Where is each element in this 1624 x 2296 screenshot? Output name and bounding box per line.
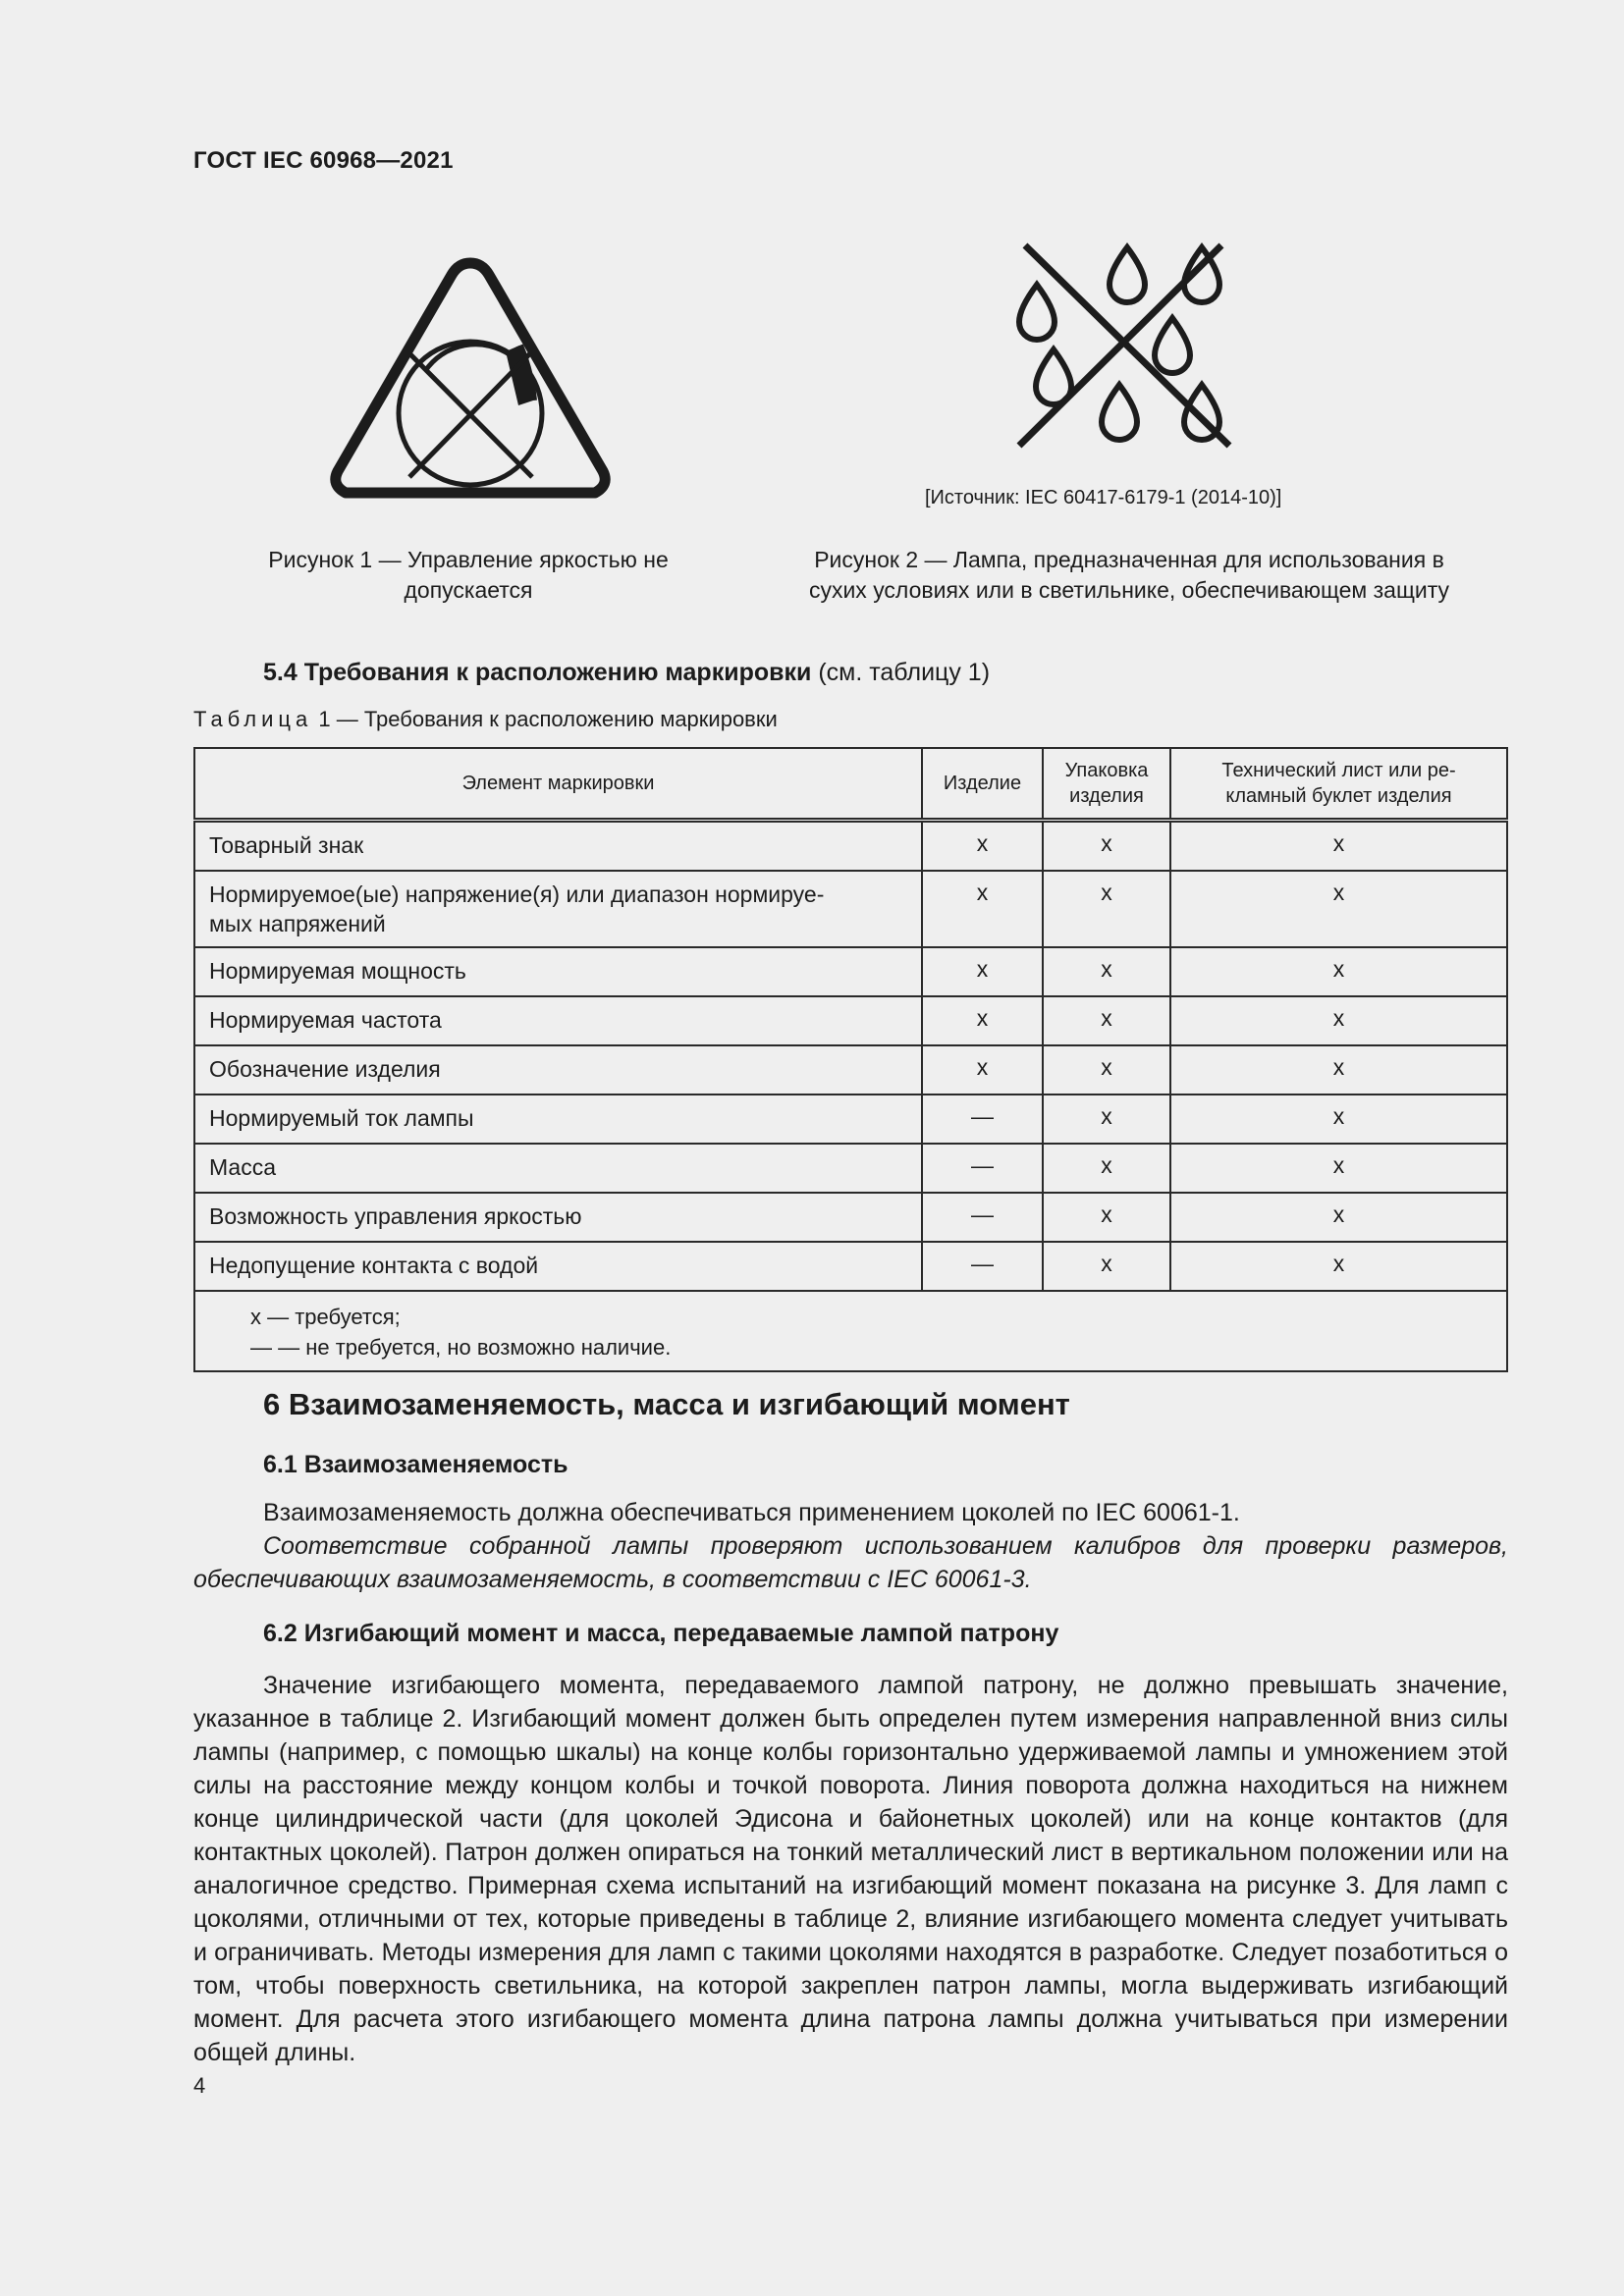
figure2-caption-line1: Рисунок 2 — Лампа, предназначенная для использования в: [814, 547, 1444, 572]
table-row: [194, 821, 1507, 872]
row-element: Обозначение изделия: [194, 1045, 922, 1095]
table-row: [194, 996, 1507, 1045]
row-sheet: x: [1170, 947, 1507, 996]
section-6-heading: 6 Взаимозаменяемость, масса и изгибающий момент: [263, 1387, 1070, 1421]
row-package: x: [1043, 1242, 1170, 1291]
row-sheet: x: [1170, 1193, 1507, 1242]
row-product: x: [922, 947, 1043, 996]
row-element-line2: мых напряжений: [209, 911, 386, 936]
marking-requirements-table: [193, 747, 1508, 1372]
section-5-4-heading: [263, 659, 990, 687]
table-row: [194, 1144, 1507, 1193]
document-header: ГОСТ IEC 60968—2021: [193, 147, 454, 174]
row-product: —: [922, 1095, 1043, 1144]
header-product: Изделие: [922, 748, 1043, 821]
row-package: x: [1043, 1144, 1170, 1193]
row-element: Нормируемый ток лампы: [194, 1095, 922, 1144]
row-package: x: [1043, 947, 1170, 996]
row-element-line1: Нормируемое(ые) напряжение(я) или диапазон нормируе-: [209, 881, 825, 907]
table-row: [194, 1242, 1507, 1291]
table-legend: [194, 1291, 1507, 1371]
section-6-1-paragraph: Взаимозаменяемость должна обеспечиваться применением цоколей по IEC 60061-1.: [263, 1499, 1240, 1526]
section-5-4-title-ref: (см. таблицу 1): [811, 659, 991, 686]
figure2-caption: [756, 545, 1502, 606]
row-package: x: [1043, 1193, 1170, 1242]
table1-caption: [193, 707, 778, 732]
no-water-drops-icon: [1009, 238, 1237, 455]
header-sheet-line2: кламный буклет изделия: [1225, 785, 1452, 807]
row-package: x: [1043, 1095, 1170, 1144]
section-6-1-test-paragraph: Соответствие собранной лампы проверяют использованием калибров для проверки размеров, обеспечивающих взаимозаменяемость, в соответствии с IEC 60061-3.: [193, 1532, 1508, 1593]
row-product: —: [922, 1144, 1043, 1193]
legend-required: x — требуется;: [250, 1305, 401, 1329]
section-6-1-heading: 6.1 Взаимозаменяемость: [263, 1451, 568, 1478]
table-row: [194, 1045, 1507, 1095]
row-package: x: [1043, 996, 1170, 1045]
row-product: —: [922, 1242, 1043, 1291]
row-sheet: x: [1170, 1095, 1507, 1144]
legend-not-required: — — не требуется, но возможно наличие.: [250, 1335, 672, 1360]
row-package: x: [1043, 1045, 1170, 1095]
table1-caption-word: Таблица: [193, 707, 313, 731]
figure1-caption-line2: допускается: [404, 577, 533, 603]
row-element: Нормируемая мощность: [194, 947, 922, 996]
section-6-1-body: [193, 1496, 1508, 1596]
header-package-line1: Упаковка: [1064, 760, 1149, 781]
row-sheet: x: [1170, 996, 1507, 1045]
row-sheet: x: [1170, 871, 1507, 947]
section-6-2-paragraph: Значение изгибающего момента, передаваемого лампой патрону, не должно превышать значение, указанное в таблице 2. Изгибающий момент должен быть определен путем измерения направленной вниз силы лампы (например, с помощью шкалы) на конце колбы горизонтально удерживаемой лампы и умножением этой силы на расстояние между концом колбы и точкой поворота. Линия поворота должна находиться на нижнем конце цилиндрической части (для цоколей Эдисона и байонетных цоколей) или на конце контактов (для контактных цоколей). Патрон должен опираться на тонкий металлический лист в вертикальном положении или на аналогичное средство. Примерная схема испытаний на изгибающий момент показана на рисунке 3. Для ламп с цоколями, отличными от тех, которые приведены в таблице 2, влияние изгибающего момента следует учитывать и ограничивать. Методы измерения для ламп с такими цоколями находятся в разработке. Следует позаботиться о том, чтобы поверхность светильника, на которой закреплен патрон лампы, могла выдерживать изгибающий момент. Для расчета этого изгибающего момента длина патрона лампы должна учитываться при измерении общей длины.: [193, 1672, 1508, 2066]
row-product: x: [922, 871, 1043, 947]
row-element: Возможность управления яркостью: [194, 1193, 922, 1242]
table-row: [194, 947, 1507, 996]
row-element: Масса: [194, 1144, 922, 1193]
row-sheet: x: [1170, 821, 1507, 872]
row-sheet: x: [1170, 1144, 1507, 1193]
row-package: x: [1043, 871, 1170, 947]
table-row: [194, 871, 1507, 947]
figure1-caption: [226, 545, 711, 606]
row-sheet: x: [1170, 1242, 1507, 1291]
figure2-caption-line2: сухих условиях или в светильнике, обеспечивающем защиту: [808, 577, 1450, 603]
page-number: 4: [193, 2073, 206, 2098]
table1-caption-text: 1 — Требования к расположению маркировки: [318, 707, 778, 731]
row-sheet: x: [1170, 1045, 1507, 1095]
row-element: [194, 871, 922, 947]
row-product: x: [922, 821, 1043, 872]
row-element: Товарный знак: [194, 821, 922, 872]
header-sheet: [1170, 748, 1507, 821]
section-6-2-body: [193, 1669, 1508, 2069]
row-product: —: [922, 1193, 1043, 1242]
row-element: Нормируемая частота: [194, 996, 922, 1045]
row-element: Недопущение контакта с водой: [194, 1242, 922, 1291]
table-row: [194, 1193, 1507, 1242]
row-package: x: [1043, 821, 1170, 872]
row-product: x: [922, 996, 1043, 1045]
header-package-line2: изделия: [1069, 785, 1144, 807]
figure2-source: [Источник: IEC 60417-6179-1 (2014-10)]: [925, 487, 1282, 508]
table-legend-row: [194, 1291, 1507, 1371]
table-row: [194, 1095, 1507, 1144]
section-6-2-heading: 6.2 Изгибающий момент и масса, передаваемые лампой патрону: [263, 1620, 1059, 1647]
header-sheet-line1: Технический лист или ре-: [1221, 760, 1456, 781]
header-package: [1043, 748, 1170, 821]
table-header-row: [194, 748, 1507, 821]
section-5-4-title: 5.4 Требования к расположению маркировки: [263, 659, 812, 686]
header-element: Элемент маркировки: [194, 748, 922, 821]
dimming-not-allowed-icon: [324, 253, 617, 507]
figure1-caption-line1: Рисунок 1 — Управление яркостью не: [268, 547, 669, 572]
row-product: x: [922, 1045, 1043, 1095]
